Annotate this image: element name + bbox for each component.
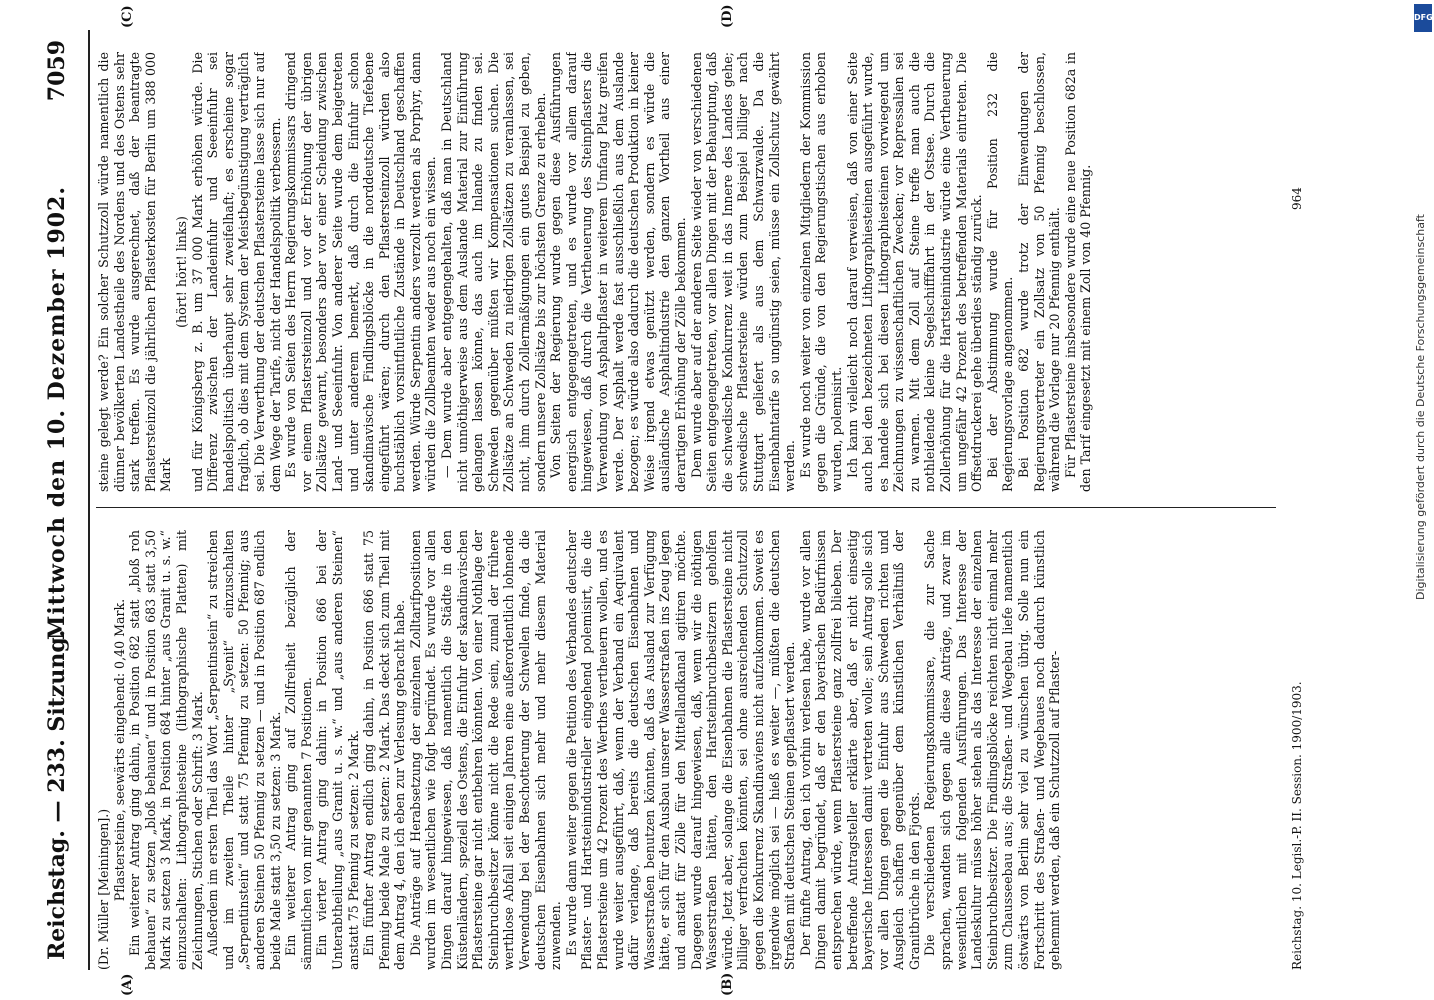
left-paragraph-1: Pflastersteine, seewärts eingehend: 0,40 Mark. bbox=[111, 598, 127, 902]
left-paragraph-8: Es wurde dann weiter gegen die Petition des Verbandes deutscher Pflaster- und Hartsteinindustrieller eingehend polemisirt, die die Pflastersteine um 42 Prozent des Werthes vertheuern wollen, und es wurde weiter ausgeführt, daß, wenn der Verband ein Aequivalent dafür verlange, daß bereits die deutschen Eisenbahnen und Wasserstraßen benutzen könnten, daß das Ausland zur Verfügung hätte, er sich für den Ausbau unserer Wasserstraßen ins Zeug legen und anstatt für Zölle für den Mittellandkanal agitiren möchte. Dagegen wurde darauf hingewiesen, daß, wenn wir die nöthigen Wasserstraßen hätten, den Hartsteinbruchbesitzern geholfen würde. Jetzt aber, solange die Eisenbahnen die Pflastersteine nicht billiger verfrachten könnten, sei ohne ausreichenden Schutzzoll gegen die Konkurrenz Skandinaviens nicht aufzukommen. Soweit es irgendwie möglich sei — hieß es weiter —, müßten die deutschen Straßen mit deutschen Steinen gepflastert werden. bbox=[563, 530, 798, 970]
left-column bbox=[96, 530, 1276, 970]
column-divider bbox=[96, 507, 1276, 508]
right-paragraph-12: Für Pflastersteine insbesondere wurde eine neue Position 682a in den Tarif eingesetzt mit einem Zoll von 40 Pfennig. bbox=[1062, 52, 1094, 492]
left-paragraph-4: Ein weiterer Antrag ging auf Zollfreiheit bezüglich der sämmtlichen von mir genannten 7 Positionen. bbox=[283, 530, 314, 970]
left-paragraph-3: Außerdem im ersten Theil das Wort „Serpentinstein“ zu streichen und im zweiten Theile hinter „Syenit“ einzuschalten „Serpentinstein“ und statt 75 Pfennig zu setzen: 50 Pfennig; aus anderen Steinen 50 Pfennig zu setzen — und in Position 687 endlich beide Male statt 3,50 zu setzen: 3 Mark. bbox=[205, 530, 283, 970]
right-paragraph-6: Von Seiten der Regierung wurde gegen diese Ausführungen energisch entgegengetreten, und es wurde vor allem darauf hingewiesen, daß durch die Vertheuerung des Steinpflasters die Verwendung von Asphaltpflaster in weiterem Umfang Platz greifen werde. Der Asphalt werde fast ausschließlich aus dem Auslande bezogen; es würde also dadurch die deutschen Produktion in keiner Weise irgend etwas genützt werden, sondern es würde die ausländische Asphaltindustrie den ganzen Vortheil aus einer derartigen Erhöhung der Zölle bekommen. bbox=[548, 52, 688, 492]
marker-a: (A) bbox=[120, 973, 135, 996]
right-paragraph-11: Bei Position 682 wurde trotz der Einwendungen der Regierungsvertreter ein Zollsatz von 50 Pfennig beschlossen, während die Vorlage nur 20 Pfennig enthält. bbox=[1016, 52, 1063, 492]
right-paragraph-10: Bei der Abstimmung wurde für Position 232 die Regierungsvorlage angenommen. bbox=[984, 52, 1016, 492]
right-paragraph-9: Ich kann vielleicht noch darauf verweisen, daß von einer Seite auch bei den bezeichneten Lithographiesteinen ausgeführt wurde, es handele sich bei diesen Lithographiesteinen vorwiegend um Zeichnungen zu wissenschaftlichen Zwecken; vor Repressalien sei zu warnen. Mit dem Zoll auf Steine treffe man auch die nothleidende kleine Segelschifffahrt in der Ostsee. Durch die Zollerhöhung für die Hartsteinindustrie würde eine Vertheuerung um ungefähr 42 Prozent des betreffenden Materials eintreten. Die Offsetdruckerei gehe überdies ständig zurück. bbox=[844, 52, 985, 492]
header-date: Mittwoch den 10. Dezember 1902. bbox=[44, 185, 70, 640]
left-paragraph-7: Die Anträge auf Herabsetzung der einzelnen Zolltarifpositionen wurden im wesentlichen wie folgt begründet. Es wurde vor allen Dingen darauf hingewiesen, daß namentlich die Städte in den Küstenländern, speziell des Ostens, die Einfuhr der skandinavischen Pflastersteine gar nicht entbehren könnten. Von einer Nothlage der Steinbruchbesitzer könne nicht die Rede sein, zumal der frühere werthlose Abfall seit einigen Jahren eine außerordentlich lohnende Verwendung bei der Beschotterung der Schwellen finde, da die deutschen Eisenbahnen sich mehr und mehr diesem Material zuwenden. bbox=[407, 530, 564, 970]
page-number: 7059 bbox=[44, 40, 70, 102]
header-rule bbox=[88, 30, 90, 970]
footer-page-count: 964 bbox=[1290, 187, 1304, 210]
left-paragraph-6: Ein fünfter Antrag endlich ging dahin, in Position 686 statt 75 Pfennig beide Male zu setzen: 2 Mark. Das deckt sich zum Theil mit dem Antrag 4, den ich eben zur Verlesung gebracht habe. bbox=[361, 530, 408, 970]
marker-b: (B) bbox=[720, 972, 735, 996]
right-paragraph-5: — Dem wurde aber entgegengehalten, daß man in Deutschland nicht unnöthigerweise aus dem Auslande Material zur Einführung gelangen lassen könne, das auch im Inlande zu finden sei. Schweden gegenüber müßten wir Kompensationen suchen. Die Zollsätze an Schweden zu niedrigen Zollsätzen zu veranlassen, sei nicht, ihm durch Zollermäßigungen ein gutes Beispiel zu geben, sondern unsere Zollsätze bis zur höchsten Grenze zu erheben. bbox=[439, 52, 548, 492]
footer-left: Reichstag. 10. Legisl.-P. II. Session. 1900/1903. bbox=[1290, 681, 1304, 970]
right-paragraph-7: Dem wurde aber auf der anderen Seite wieder von verschiedenen Seiten entgegengetreten, vor allen Dingen mit der Behauptung, daß die schwedische Konkurrenz weit in das Innere des Landes gehe; schwedische Pflastersteine würden zum Beispiel billiger nach Stuttgart geliefert als aus dem Schwarzwalde. Da die Eisenbahntarife so ungünstig seien, müsse ein Zollschutz gewährt werden. bbox=[688, 52, 798, 492]
left-paragraph-10: Die verschiedenen Regierungskommissare, die zur Sache sprachen, wandten sich gegen alle diese Anträge, und zwar im wesentlichen mit folgenden Ausführungen. Das Interesse der Landeskultur müsse höher stehen als das Interesse der einzelnen Steinbruchbesitzer. Die Findlingsblöcke reichten nicht einmal mehr zum Chausseebau aus; die Straßen- und Wegebau liefe namentlich östwärts von Berlin sehr viel zu wünschen übrig. Solle nun ein Fortschritt des Straßen- und Wegebaues noch dadurch künstlich gehemmt werden, daß ein Schutzzoll auf Pflaster- bbox=[922, 530, 1063, 970]
left-paragraph-9: Der fünfte Antrag, den ich vorhin verlesen habe, wurde vor allen Dingen damit begründet, daß er den bayerischen Bedürfnissen entsprechen würde, wenn Pflastersteine ganz zollfrei blieben. Der betreffende Antragsteller erklärte aber, daß er nicht einseitig bayerische Interessen damit vertreten wolle; sein Antrag solle sich vor allen Dingen gegen die Einfuhr aus Schweden richten und Ausgleich schaffen gegenüber dem künstlichen Verhältniß der Granitbrüche in den Fjords. bbox=[797, 530, 922, 970]
marker-d: (D) bbox=[720, 4, 735, 28]
page-header bbox=[40, 30, 80, 970]
right-column bbox=[96, 52, 1276, 492]
dfg-logo: DFG bbox=[1414, 4, 1432, 32]
right-paragraph-1: steine gelegt werde? Ein solcher Schutzzoll würde namentlich die dünner bevölkerten Landestheile des Nordens und des Ostens sehr stark treffen. Es wurde ausgerechnet, daß der beantragte Pflastersteinzoll die jährlichen Pflasterkosten für Berlin um 388 000 Mark bbox=[96, 52, 174, 492]
left-paragraph-2: Ein weiterer Antrag ging dahin, in Position 682 statt „bloß roh behauen“ zu setzen „bloß behauen“ und in Position 683 statt 3,50 Mark zu setzen 3 Mark, in Position 684 hinter „aus Granit u. s. w.“ einzuschalten: Lithographiesteine (lithographische Platten) mit Zeichnungen, Stichen oder Schrift: 3 Mark. bbox=[127, 530, 205, 970]
left-paragraph-5: Ein vierter Antrag ging dahin: in Position 686 bei der Unterabtheilung „aus Granit u. s. w.“ und „aus anderen Steinen“ anstatt 75 Pfennig zu setzen: 2 Mark. bbox=[314, 530, 361, 970]
speaker-line: (Dr. Müller [Meiningen].) bbox=[96, 808, 111, 970]
right-paragraph-4: Es wurde von Seiten des Herrn Regierungskommissars dringend vor einem Pflastersteinzoll und vor der Erhöhung der übrigen Zollsätze gewarnt, besonders aber vor einer Scheidung zwischen Land- und Seeeinfuhr. Von anderer Seite wurde dem beigetreten und unter anderem bemerkt, daß durch die Einfuhr schon skandinavische Findlingsblöcke in die norddeutsche Tiefebene eingeführt wären; durch den Pflastersteinzoll würden also buchstäblich vorsintflutliche Zustände in Deutschland geschaffen werden. Würde Serpentin anders verzollt werden als Porphyr, dann würden die Zollbeamten weder aus noch ein wissen. bbox=[283, 52, 439, 492]
right-paragraph-3: und für Königsberg z. B. um 37 000 Mark erhöhen würde. Die Differenz zwischen der Landeinfuhr und Seeeinfuhr sei handelspolitisch überhaupt sehr zweifelhaft; es erscheine sogar fraglich, ob dies mit dem System der Meistbegünstigung verträglich sei. Die Verwerthung der deutschen Pflastersteine lasse sich nur auf dem Wege der Tarife, nicht der Handelspolitik verbessern. bbox=[189, 52, 283, 492]
marker-c: (C) bbox=[120, 5, 135, 28]
right-interjection: (hört! hört! links) bbox=[173, 216, 189, 328]
dfg-credit-text: Digitalisierung gefördert durch die Deutsche Forschungsgemeinschaft bbox=[1414, 214, 1427, 600]
right-paragraph-8: Es wurde noch weiter von einzelnen Mitgliedern der Kommission gegen die Gründe, die von den Regierungstischen aus erhoben wurden, polemisirt. bbox=[797, 52, 844, 492]
header-left: Reichstag. — 233. Sitzung. bbox=[44, 629, 70, 960]
